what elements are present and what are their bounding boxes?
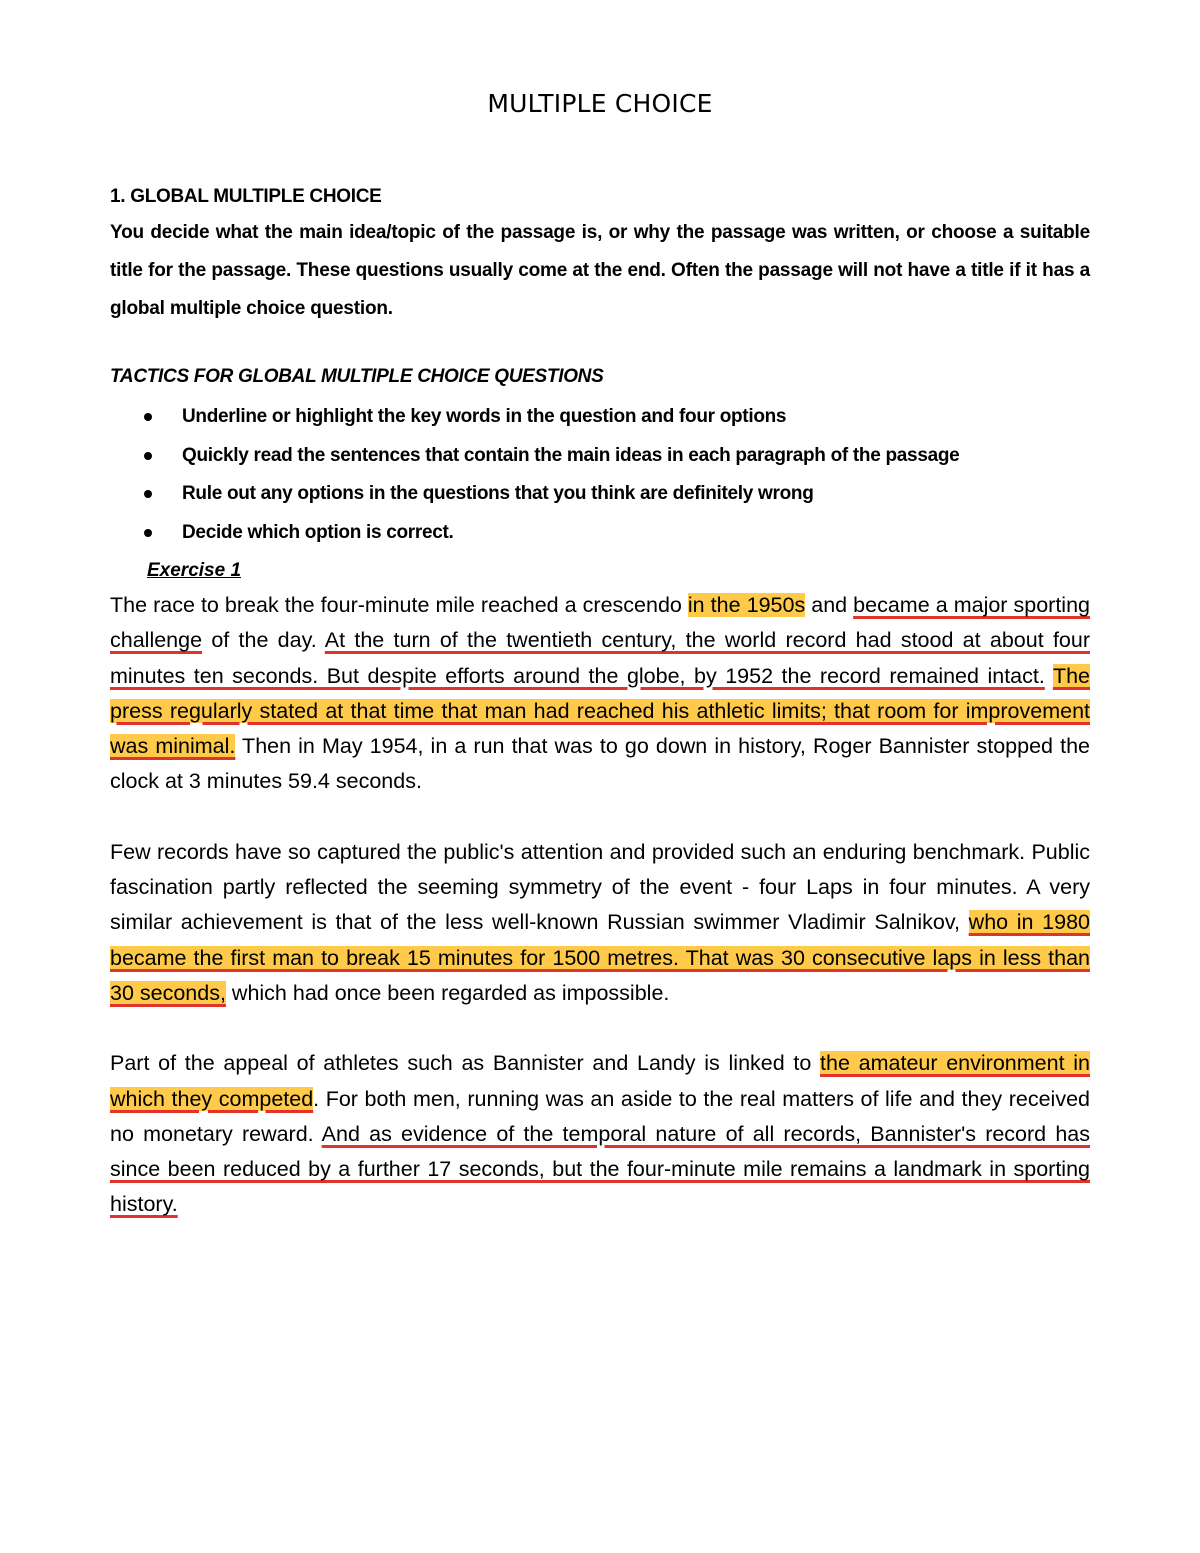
- exercise-label: Exercise 1: [147, 560, 242, 581]
- underlined-text: became a major sporting challenge: [110, 593, 1090, 653]
- bullet-icon: [144, 490, 152, 498]
- highlighted-underlined-text: the amateur environment in which they competed: [110, 1051, 1090, 1111]
- bullet-icon: [144, 529, 152, 537]
- passage-text: [1045, 664, 1053, 688]
- highlighted-text: in the 1950s: [687, 593, 806, 617]
- tactic-text: Rule out any options in the questions that you think are definitely wrong: [182, 483, 814, 504]
- underlined-text: At the turn of the twentieth century, the world record had stood at about four minutes ten seconds. But despite efforts around the globe, by 1952 the record remained intact.: [110, 628, 1090, 688]
- tactic-text: Underline or highlight the key words in the question and four options: [182, 406, 787, 427]
- intro-paragraph: You decide what the main idea/topic of the passage is, or why the passage was written, or choose a suitable title for the passage. These questions usually come at the end. Often the passage will not have a title if it has a global multiple choice question.: [110, 222, 1090, 319]
- passage-text: Part of the appeal of athletes such as Bannister and Landy is linked to: [110, 1051, 821, 1076]
- passage-text: Few records have so captured the public's attention and provided such an enduring benchmark. Public fascination partly reflected the seeming symmetry of the event - four Laps in four minutes. A very similar achievement is that of the less well-known Russian swimmer Vladimir Salnikov,: [110, 839, 1090, 935]
- tactic-text: Decide which option is correct.: [182, 521, 454, 543]
- passage-text: The race to break the four-minute mile reached a crescendo: [110, 593, 688, 617]
- section-heading: 1. GLOBAL MULTIPLE CHOICE: [110, 186, 382, 207]
- list-item: [110, 398, 1090, 437]
- passage-text: of the day.: [202, 628, 325, 653]
- underlined-text: And as evidence of the temporal nature of all records, Bannister's record has since been reduced by a further 17 seconds, but the four-minute mile remains a landmark in sporting history.: [110, 1121, 1091, 1217]
- page-title: MULTIPLE CHOICE: [487, 89, 713, 118]
- highlighted-underlined-text: who in 1980 became the first man to break 15 minutes for 1500 metres. That was 30 consecutive laps in less than 30 seconds,: [110, 910, 1090, 1005]
- passage-text: and: [805, 593, 854, 617]
- tactic-text: Quickly read the sentences that contain the main ideas in each paragraph of the passage: [182, 444, 960, 466]
- tactics-list: [110, 398, 1090, 552]
- tactics-heading: TACTICS FOR GLOBAL MULTIPLE CHOICE QUESTIONS: [110, 366, 604, 387]
- passage-text: which had once been regarded as impossible.: [225, 980, 670, 1005]
- passage-text: . For both men, running was an aside to the real matters of life and they received no monetary reward.: [110, 1086, 1090, 1146]
- list-item: [110, 475, 1090, 514]
- bullet-icon: [144, 413, 152, 421]
- list-item: [110, 437, 1090, 476]
- bullet-icon: [144, 452, 152, 460]
- list-item: [110, 514, 1090, 553]
- passage-paragraph-2: [110, 835, 1090, 1011]
- document-page: [110, 82, 1090, 1223]
- passage-text: Then in May 1954, in a run that was to go down in history, Roger Bannister stopped the clock at 3 minutes 59.4 seconds.: [110, 734, 1090, 794]
- highlighted-underlined-text: The press regularly stated at that time that man had reached his athletic limits; that room for improvement was minimal.: [110, 663, 1090, 759]
- passage-paragraph-1: [110, 588, 1090, 800]
- reading-passage: [110, 588, 1090, 1223]
- passage-paragraph-3: [110, 1046, 1090, 1222]
